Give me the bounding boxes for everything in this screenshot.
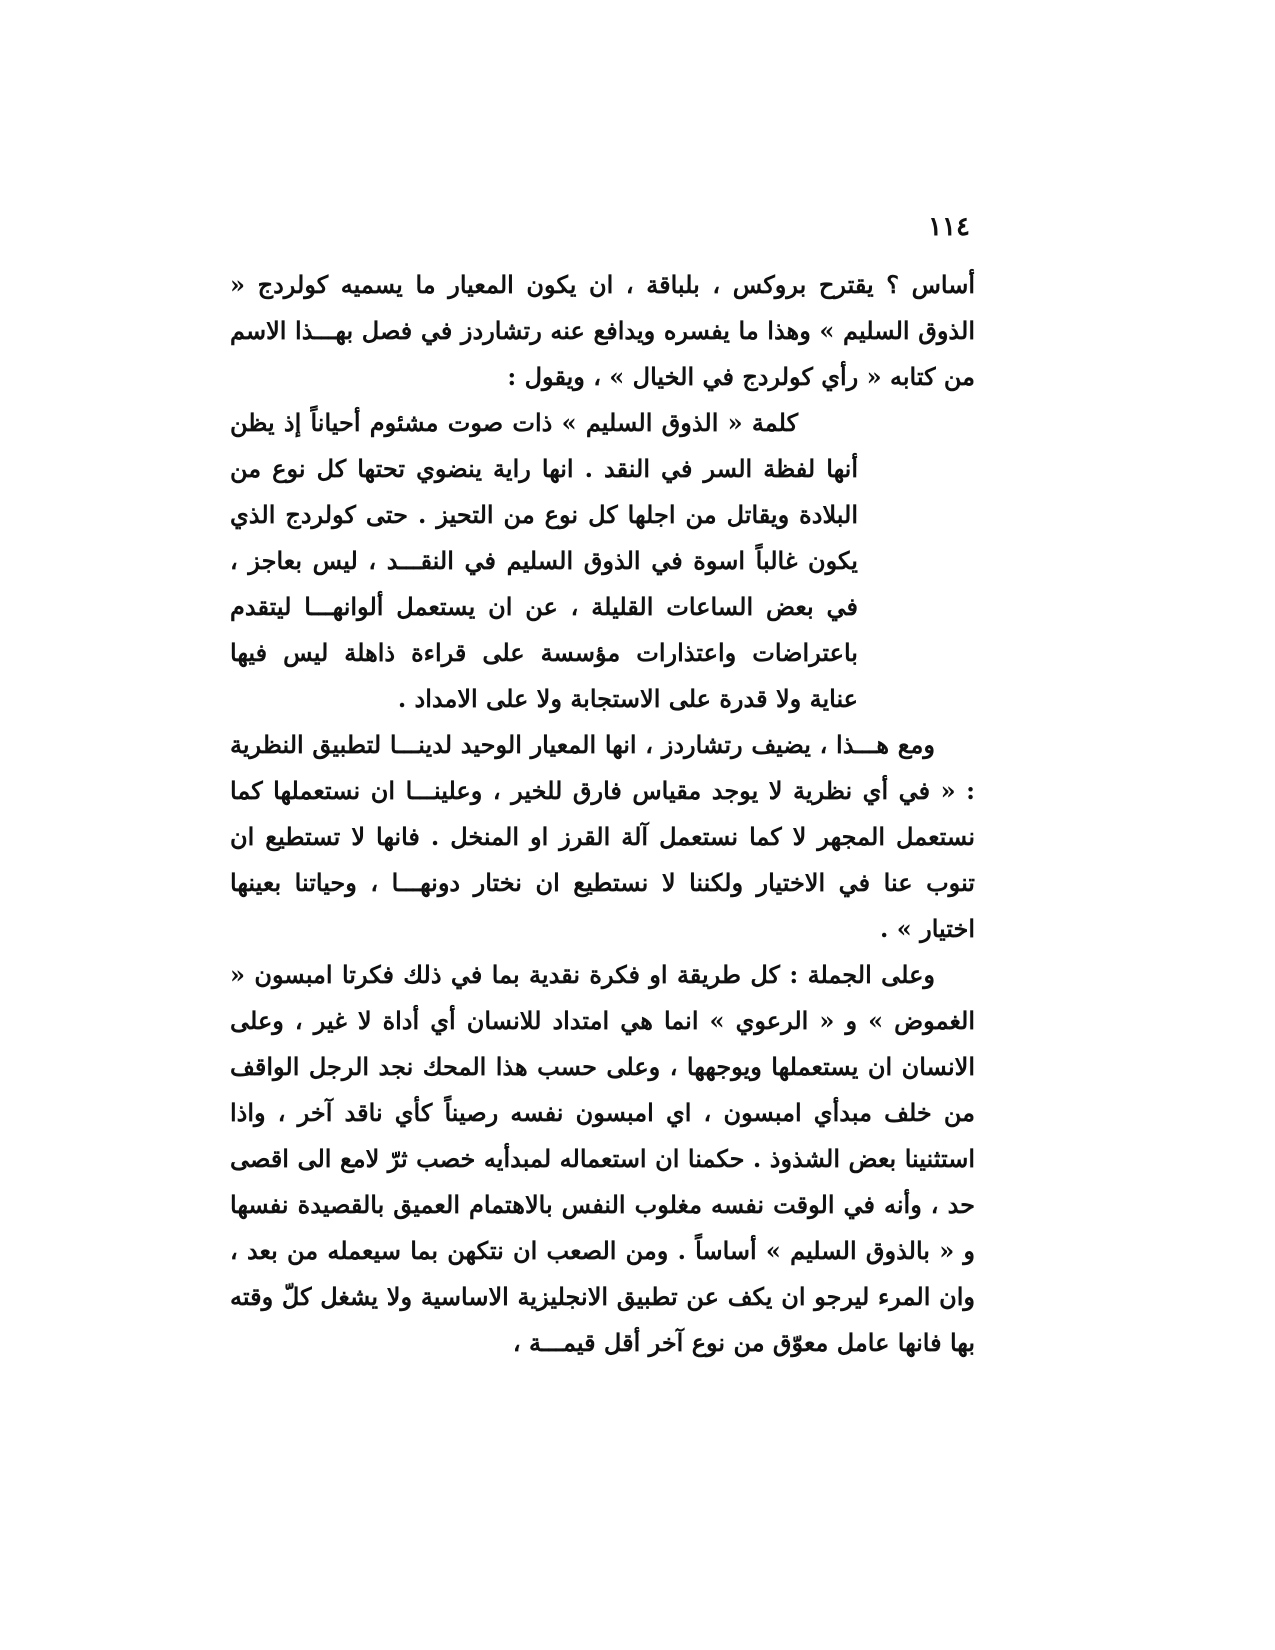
page-number: ١١٤ — [928, 212, 970, 242]
paragraph-3 — [230, 952, 975, 1366]
block-quote-text: كلمة « الذوق السليم » ذات صوت مشئوم أحياناً إذ يظن أنها لفظة السر في النقد . انها راية ينضوي تحتها كل نوع من البلادة ويقاتل من اجلها كل نوع من التحيز . حتى كولردج الذي يكون غالباً اسوة في الذوق السليم في النقـــد ، ليس بعاجز ، في بعض الساعات القليلة ، عن ان يستعمل ألوانهـــا ليتقدم باعتراضات واعتذارات مؤسسة على قراءة ذاهلة ليس فيها عناية ولا قدرة على الاستجابة ولا على الامداد . — [230, 408, 858, 713]
paragraph-3-text: وعلى الجملة : كل طريقة او فكرة نقدية بما في ذلك فكرتا امبسون « الغموض » و « الرعوي » انما هي امتداد للانسان أي أداة لا غير ، وعلى الانسان ان يستعملها ويوجهها ، وعلى حسب هذا المحك نجد الرجل الواقف من خلف مبدأي امبسون ، اي امبسون نفسه رصيناً كأي ناقد آخر ، واذا استثنينا بعض الشذوذ . حكمنا ان استعماله لمبدأيه خصب ثرّ لامع الى اقصى حد ، وأنه في الوقت نفسه مغلوب النفس بالاهتمام العميق بالقصيدة نفسها و « بالذوق السليم » أساساً . ومن الصعب ان نتكهن بما سيعمله من بعد ، وان المرء ليرجو ان يكف عن تطبيق الانجليزية الاساسية ولا يشغل كلّ وقته بها فانها عامل معوّق من نوع آخر أقل قيمـــة ، — [230, 960, 975, 1357]
paragraph-1-text: أساس ؟ يقترح بروكس ، بلباقة ، ان يكون المعيار ما يسميه كولردج « الذوق السليم » وهذا ما يفسره ويدافع عنه رتشاردز في فصل بهـــذا الاسم من كتابه « رأي كولردج في الخيال » ، ويقول : — [230, 270, 975, 391]
block-quote — [230, 400, 858, 722]
paragraph-1 — [230, 262, 975, 400]
paragraph-2 — [230, 722, 975, 952]
paragraph-2-text: ومع هـــذا ، يضيف رتشاردز ، انها المعيار الوحيد لدينـــا لتطبيق النظرية : « في أي نظرية لا يوجد مقياس فارق للخير ، وعلينـــا ان نستعملها كما نستعمل المجهر لا كما نستعمل آلة القرز او المنخل . فانها لا تستطيع ان تنوب عنا في الاختيار ولكننا لا نستطيع ان نختار دونهـــا ، وحياتنا بعينها اختيار » . — [230, 730, 975, 943]
